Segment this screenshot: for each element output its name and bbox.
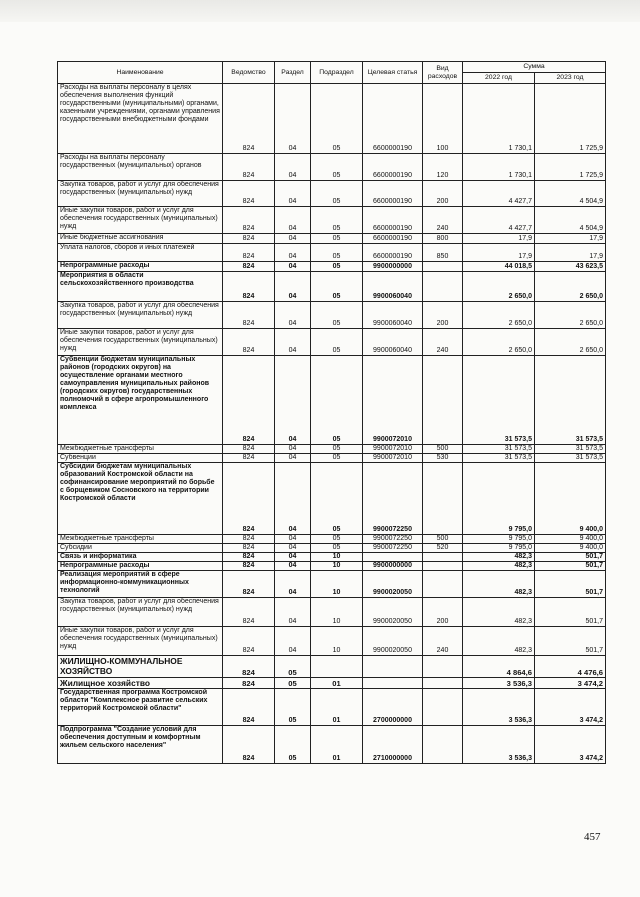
cell-section: 04 bbox=[275, 207, 311, 234]
cell-expense-type: 850 bbox=[423, 244, 463, 262]
header-year-2022: 2022 год bbox=[463, 73, 535, 84]
cell-section: 04 bbox=[275, 562, 311, 571]
cell-target: 9900060040 bbox=[363, 272, 423, 302]
cell-sum-2023: 17,9 bbox=[535, 234, 606, 244]
table-row bbox=[58, 535, 606, 544]
cell-subsection: 05 bbox=[311, 244, 363, 262]
cell-sum-2023: 31 573,5 bbox=[535, 454, 606, 463]
cell-department: 824 bbox=[223, 553, 275, 562]
cell-sum-2022: 9 795,0 bbox=[463, 544, 535, 553]
cell-target: 6600000190 bbox=[363, 234, 423, 244]
cell-name: Жилищное хозяйство bbox=[58, 678, 223, 689]
cell-sum-2023: 9 400,0 bbox=[535, 463, 606, 535]
cell-subsection: 05 bbox=[311, 454, 363, 463]
cell-target: 9900020050 bbox=[363, 627, 423, 656]
cell-sum-2023: 501,7 bbox=[535, 571, 606, 598]
page-top-band bbox=[0, 0, 640, 22]
cell-department: 824 bbox=[223, 535, 275, 544]
cell-sum-2022: 9 795,0 bbox=[463, 535, 535, 544]
cell-sum-2022: 3 536,3 bbox=[463, 678, 535, 689]
table-row bbox=[58, 689, 606, 726]
cell-section: 04 bbox=[275, 272, 311, 302]
cell-name: Реализация мероприятий в сфере информационно-коммуникационных технологий bbox=[58, 571, 223, 598]
cell-department: 824 bbox=[223, 562, 275, 571]
cell-target: 6600000190 bbox=[363, 84, 423, 154]
cell-subsection: 05 bbox=[311, 356, 363, 445]
table-row bbox=[58, 598, 606, 627]
header-subsection: Подраздел bbox=[311, 62, 363, 84]
cell-name: Иные закупки товаров, работ и услуг для обеспечения государственных (муниципальных) нужд bbox=[58, 627, 223, 656]
cell-sum-2023: 501,7 bbox=[535, 553, 606, 562]
cell-section: 04 bbox=[275, 234, 311, 244]
page-number: 457 bbox=[584, 831, 601, 843]
cell-sum-2022: 3 536,3 bbox=[463, 689, 535, 726]
cell-sum-2023: 4 476,6 bbox=[535, 656, 606, 678]
cell-sum-2022: 1 730,1 bbox=[463, 84, 535, 154]
cell-section: 05 bbox=[275, 656, 311, 678]
cell-target: 2700000000 bbox=[363, 689, 423, 726]
cell-section: 04 bbox=[275, 84, 311, 154]
cell-department: 824 bbox=[223, 598, 275, 627]
cell-name: Закупка товаров, работ и услуг для обеспечения государственных (муниципальных) нужд bbox=[58, 302, 223, 329]
cell-subsection: 05 bbox=[311, 463, 363, 535]
header-name: Наименование bbox=[58, 62, 223, 84]
cell-subsection: 10 bbox=[311, 598, 363, 627]
cell-department: 824 bbox=[223, 84, 275, 154]
cell-section: 04 bbox=[275, 329, 311, 356]
cell-expense-type: 500 bbox=[423, 445, 463, 454]
cell-subsection: 10 bbox=[311, 562, 363, 571]
cell-expense-type bbox=[423, 356, 463, 445]
cell-department: 824 bbox=[223, 181, 275, 207]
header-expense-type: Вид расходов bbox=[423, 62, 463, 84]
cell-section: 04 bbox=[275, 454, 311, 463]
cell-sum-2023: 31 573,5 bbox=[535, 445, 606, 454]
cell-name: Непрограммные расходы bbox=[58, 262, 223, 272]
cell-department: 824 bbox=[223, 627, 275, 656]
cell-sum-2022: 2 650,0 bbox=[463, 272, 535, 302]
cell-name: Непрограммные расходы bbox=[58, 562, 223, 571]
cell-department: 824 bbox=[223, 154, 275, 181]
cell-name: Закупка товаров, работ и услуг для обеспечения государственных (муниципальных) нужд bbox=[58, 598, 223, 627]
cell-target: 9900072010 bbox=[363, 454, 423, 463]
cell-sum-2022: 4 427,7 bbox=[463, 207, 535, 234]
cell-subsection: 01 bbox=[311, 689, 363, 726]
cell-sum-2022: 31 573,5 bbox=[463, 356, 535, 445]
cell-department: 824 bbox=[223, 244, 275, 262]
cell-sum-2022: 4 427,7 bbox=[463, 181, 535, 207]
cell-department: 824 bbox=[223, 329, 275, 356]
table-row bbox=[58, 84, 606, 154]
cell-sum-2022: 44 018,5 bbox=[463, 262, 535, 272]
cell-expense-type: 240 bbox=[423, 207, 463, 234]
cell-subsection: 05 bbox=[311, 272, 363, 302]
cell-target: 9900000000 bbox=[363, 262, 423, 272]
cell-sum-2022: 31 573,5 bbox=[463, 445, 535, 454]
cell-department: 824 bbox=[223, 302, 275, 329]
cell-subsection: 05 bbox=[311, 302, 363, 329]
cell-subsection: 05 bbox=[311, 262, 363, 272]
cell-section: 04 bbox=[275, 535, 311, 544]
cell-expense-type: 240 bbox=[423, 329, 463, 356]
table-row bbox=[58, 262, 606, 272]
cell-department: 824 bbox=[223, 726, 275, 764]
cell-name: Уплата налогов, сборов и иных платежей bbox=[58, 244, 223, 262]
cell-sum-2023: 2 650,0 bbox=[535, 272, 606, 302]
cell-subsection: 01 bbox=[311, 726, 363, 764]
cell-expense-type: 240 bbox=[423, 627, 463, 656]
table-row bbox=[58, 562, 606, 571]
cell-subsection bbox=[311, 656, 363, 678]
cell-expense-type bbox=[423, 463, 463, 535]
cell-target: 9900072010 bbox=[363, 445, 423, 454]
cell-target: 9900072250 bbox=[363, 544, 423, 553]
cell-section: 04 bbox=[275, 598, 311, 627]
cell-name: Иные закупки товаров, работ и услуг для обеспечения государственных (муниципальных) нужд bbox=[58, 207, 223, 234]
cell-expense-type bbox=[423, 656, 463, 678]
cell-expense-type: 120 bbox=[423, 154, 463, 181]
cell-sum-2023: 43 623,5 bbox=[535, 262, 606, 272]
table-row bbox=[58, 656, 606, 678]
cell-subsection: 05 bbox=[311, 535, 363, 544]
cell-expense-type: 200 bbox=[423, 302, 463, 329]
cell-sum-2022: 482,3 bbox=[463, 598, 535, 627]
cell-target: 9900072250 bbox=[363, 463, 423, 535]
cell-department: 824 bbox=[223, 445, 275, 454]
header-target: Целевая статья bbox=[363, 62, 423, 84]
cell-sum-2023: 4 504,9 bbox=[535, 181, 606, 207]
cell-sum-2023: 501,7 bbox=[535, 562, 606, 571]
table-body bbox=[58, 84, 606, 764]
cell-subsection: 01 bbox=[311, 678, 363, 689]
table-row bbox=[58, 329, 606, 356]
cell-subsection: 10 bbox=[311, 571, 363, 598]
cell-subsection: 05 bbox=[311, 154, 363, 181]
cell-name: Субсидии bbox=[58, 544, 223, 553]
cell-sum-2022: 4 864,6 bbox=[463, 656, 535, 678]
cell-department: 824 bbox=[223, 454, 275, 463]
cell-section: 05 bbox=[275, 689, 311, 726]
cell-name: Иные закупки товаров, работ и услуг для обеспечения государственных (муниципальных) нужд bbox=[58, 329, 223, 356]
cell-subsection: 05 bbox=[311, 544, 363, 553]
cell-subsection: 05 bbox=[311, 234, 363, 244]
table-row bbox=[58, 726, 606, 764]
cell-expense-type bbox=[423, 553, 463, 562]
cell-section: 04 bbox=[275, 302, 311, 329]
cell-name: Межбюджетные трансферты bbox=[58, 445, 223, 454]
cell-name: Иные бюджетные ассигнования bbox=[58, 234, 223, 244]
cell-target: 9900072010 bbox=[363, 356, 423, 445]
cell-sum-2022: 3 536,3 bbox=[463, 726, 535, 764]
cell-department: 824 bbox=[223, 207, 275, 234]
cell-target: 6600000190 bbox=[363, 244, 423, 262]
table-row bbox=[58, 454, 606, 463]
cell-section: 04 bbox=[275, 553, 311, 562]
cell-subsection: 05 bbox=[311, 207, 363, 234]
cell-subsection: 05 bbox=[311, 181, 363, 207]
cell-target: 9900020050 bbox=[363, 571, 423, 598]
cell-expense-type: 520 bbox=[423, 544, 463, 553]
cell-expense-type bbox=[423, 726, 463, 764]
cell-expense-type bbox=[423, 272, 463, 302]
budget-table bbox=[57, 61, 606, 764]
cell-name: Субвенции bbox=[58, 454, 223, 463]
cell-section: 04 bbox=[275, 544, 311, 553]
header-year-2023: 2023 год bbox=[535, 73, 606, 84]
cell-name: Мероприятия в области сельскохозяйственного производства bbox=[58, 272, 223, 302]
cell-section: 04 bbox=[275, 445, 311, 454]
table-row bbox=[58, 244, 606, 262]
cell-target bbox=[363, 656, 423, 678]
cell-expense-type bbox=[423, 678, 463, 689]
cell-name: Государственная программа Костромской области "Комплексное развитие сельских территорий Костромской области" bbox=[58, 689, 223, 726]
cell-department: 824 bbox=[223, 262, 275, 272]
cell-name: Субсидии бюджетам муниципальных образований Костромской области на софинансирование мероприятий по борьбе с борщевиком Сосновского на территории Костромской области bbox=[58, 463, 223, 535]
cell-sum-2023: 31 573,5 bbox=[535, 356, 606, 445]
cell-sum-2022: 31 573,5 bbox=[463, 454, 535, 463]
cell-sum-2022: 9 795,0 bbox=[463, 463, 535, 535]
table-row bbox=[58, 234, 606, 244]
cell-department: 824 bbox=[223, 689, 275, 726]
cell-sum-2022: 482,3 bbox=[463, 571, 535, 598]
cell-target: 9900000000 bbox=[363, 562, 423, 571]
cell-sum-2023: 2 650,0 bbox=[535, 302, 606, 329]
table-row bbox=[58, 463, 606, 535]
cell-sum-2023: 3 474,2 bbox=[535, 678, 606, 689]
header-sum: Сумма bbox=[463, 62, 606, 73]
table-row bbox=[58, 544, 606, 553]
cell-section: 04 bbox=[275, 571, 311, 598]
cell-sum-2022: 17,9 bbox=[463, 234, 535, 244]
cell-name: Закупка товаров, работ и услуг для обеспечения государственных (муниципальных) нужд bbox=[58, 181, 223, 207]
cell-target: 6600000190 bbox=[363, 181, 423, 207]
cell-department: 824 bbox=[223, 678, 275, 689]
cell-sum-2023: 501,7 bbox=[535, 627, 606, 656]
cell-name: Межбюджетные трансферты bbox=[58, 535, 223, 544]
table-row bbox=[58, 154, 606, 181]
cell-sum-2022: 482,3 bbox=[463, 553, 535, 562]
cell-expense-type bbox=[423, 562, 463, 571]
cell-sum-2022: 1 730,1 bbox=[463, 154, 535, 181]
table-row bbox=[58, 445, 606, 454]
cell-section: 04 bbox=[275, 627, 311, 656]
cell-subsection: 10 bbox=[311, 553, 363, 562]
cell-sum-2022: 482,3 bbox=[463, 627, 535, 656]
table-row bbox=[58, 207, 606, 234]
table-row bbox=[58, 181, 606, 207]
cell-sum-2023: 9 400,0 bbox=[535, 544, 606, 553]
cell-sum-2023: 501,7 bbox=[535, 598, 606, 627]
cell-department: 824 bbox=[223, 272, 275, 302]
cell-name: Связь и информатика bbox=[58, 553, 223, 562]
cell-sum-2023: 3 474,2 bbox=[535, 689, 606, 726]
cell-sum-2023: 17,9 bbox=[535, 244, 606, 262]
cell-department: 824 bbox=[223, 544, 275, 553]
cell-sum-2023: 9 400,0 bbox=[535, 535, 606, 544]
cell-name: Расходы на выплаты персоналу в целях обеспечения выполнения функций государственными (муниципальными) органами, казенными учреждениями, органами управления государственными внебюджетными фондами bbox=[58, 84, 223, 154]
cell-target: 6600000190 bbox=[363, 154, 423, 181]
cell-subsection: 05 bbox=[311, 329, 363, 356]
cell-sum-2022: 2 650,0 bbox=[463, 302, 535, 329]
cell-department: 824 bbox=[223, 571, 275, 598]
cell-sum-2022: 482,3 bbox=[463, 562, 535, 571]
cell-section: 04 bbox=[275, 244, 311, 262]
cell-expense-type: 100 bbox=[423, 84, 463, 154]
cell-subsection: 05 bbox=[311, 84, 363, 154]
cell-expense-type: 530 bbox=[423, 454, 463, 463]
cell-section: 04 bbox=[275, 356, 311, 445]
table-row bbox=[58, 356, 606, 445]
cell-target: 6600000190 bbox=[363, 207, 423, 234]
cell-section: 04 bbox=[275, 262, 311, 272]
cell-section: 05 bbox=[275, 726, 311, 764]
cell-department: 824 bbox=[223, 356, 275, 445]
cell-sum-2022: 17,9 bbox=[463, 244, 535, 262]
cell-sum-2023: 3 474,2 bbox=[535, 726, 606, 764]
header-department: Ведомство bbox=[223, 62, 275, 84]
cell-name: Подпрограмма "Создание условий для обеспечения доступным и комфортным жильем сельского населения" bbox=[58, 726, 223, 764]
cell-expense-type: 500 bbox=[423, 535, 463, 544]
header-section: Раздел bbox=[275, 62, 311, 84]
cell-section: 04 bbox=[275, 181, 311, 207]
cell-target: 9900072250 bbox=[363, 535, 423, 544]
cell-department: 824 bbox=[223, 234, 275, 244]
table-row bbox=[58, 627, 606, 656]
cell-name: Субвенции бюджетам муниципальных районов (городских округов) на осуществление органами местного самоуправления муниципальных районов (городских округов) государственных полномочий в сфере агропромышленного комплекса bbox=[58, 356, 223, 445]
cell-target bbox=[363, 553, 423, 562]
cell-sum-2023: 1 725,9 bbox=[535, 154, 606, 181]
cell-section: 04 bbox=[275, 463, 311, 535]
cell-sum-2023: 2 650,0 bbox=[535, 329, 606, 356]
cell-target: 9900060040 bbox=[363, 329, 423, 356]
cell-expense-type bbox=[423, 262, 463, 272]
cell-subsection: 05 bbox=[311, 445, 363, 454]
cell-expense-type bbox=[423, 571, 463, 598]
table-row bbox=[58, 272, 606, 302]
cell-expense-type: 200 bbox=[423, 181, 463, 207]
cell-department: 824 bbox=[223, 656, 275, 678]
cell-target: 2710000000 bbox=[363, 726, 423, 764]
cell-sum-2023: 1 725,9 bbox=[535, 84, 606, 154]
table-row bbox=[58, 678, 606, 689]
cell-subsection: 10 bbox=[311, 627, 363, 656]
cell-expense-type: 200 bbox=[423, 598, 463, 627]
cell-name: Расходы на выплаты персоналу государственных (муниципальных) органов bbox=[58, 154, 223, 181]
table-row bbox=[58, 553, 606, 562]
cell-target bbox=[363, 678, 423, 689]
cell-section: 04 bbox=[275, 154, 311, 181]
cell-target: 9900060040 bbox=[363, 302, 423, 329]
table-row bbox=[58, 571, 606, 598]
cell-expense-type bbox=[423, 689, 463, 726]
cell-name: ЖИЛИЩНО-КОММУНАЛЬНОЕ ХОЗЯЙСТВО bbox=[58, 656, 223, 678]
cell-sum-2022: 2 650,0 bbox=[463, 329, 535, 356]
cell-section: 05 bbox=[275, 678, 311, 689]
cell-sum-2023: 4 504,9 bbox=[535, 207, 606, 234]
table-row bbox=[58, 302, 606, 329]
cell-expense-type: 800 bbox=[423, 234, 463, 244]
cell-target: 9900020050 bbox=[363, 598, 423, 627]
cell-department: 824 bbox=[223, 463, 275, 535]
